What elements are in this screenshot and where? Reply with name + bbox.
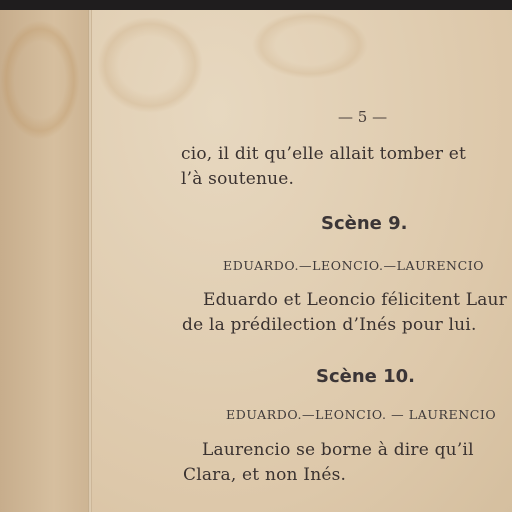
- scene-10-text-line: Clara, et non Inés.: [183, 465, 347, 485]
- scene-9-characters: EDUARDO.—LEONCIO.—LAURENCIO: [223, 258, 485, 273]
- book-top-edge: [0, 0, 512, 10]
- page-number: — 5 —: [338, 108, 388, 126]
- scene-9-title: Scène 9.: [321, 213, 408, 234]
- scene-9-text-line: de la prédilection d’Inés pour lui.: [182, 315, 477, 335]
- paragraph-line: cio, il dit qu’elle allait tomber et: [181, 144, 467, 164]
- paragraph-line: l’à soutenue.: [181, 169, 295, 189]
- scene-10-text-line: Laurencio se borne à dire qu’il: [202, 440, 474, 460]
- left-page: [0, 10, 90, 512]
- scene-10-title: Scène 10.: [316, 366, 416, 387]
- scene-10-characters: EDUARDO.—LEONCIO. — LAURENCIO: [226, 407, 497, 422]
- scene-9-text-line: Eduardo et Leoncio félicitent Laur: [203, 290, 508, 310]
